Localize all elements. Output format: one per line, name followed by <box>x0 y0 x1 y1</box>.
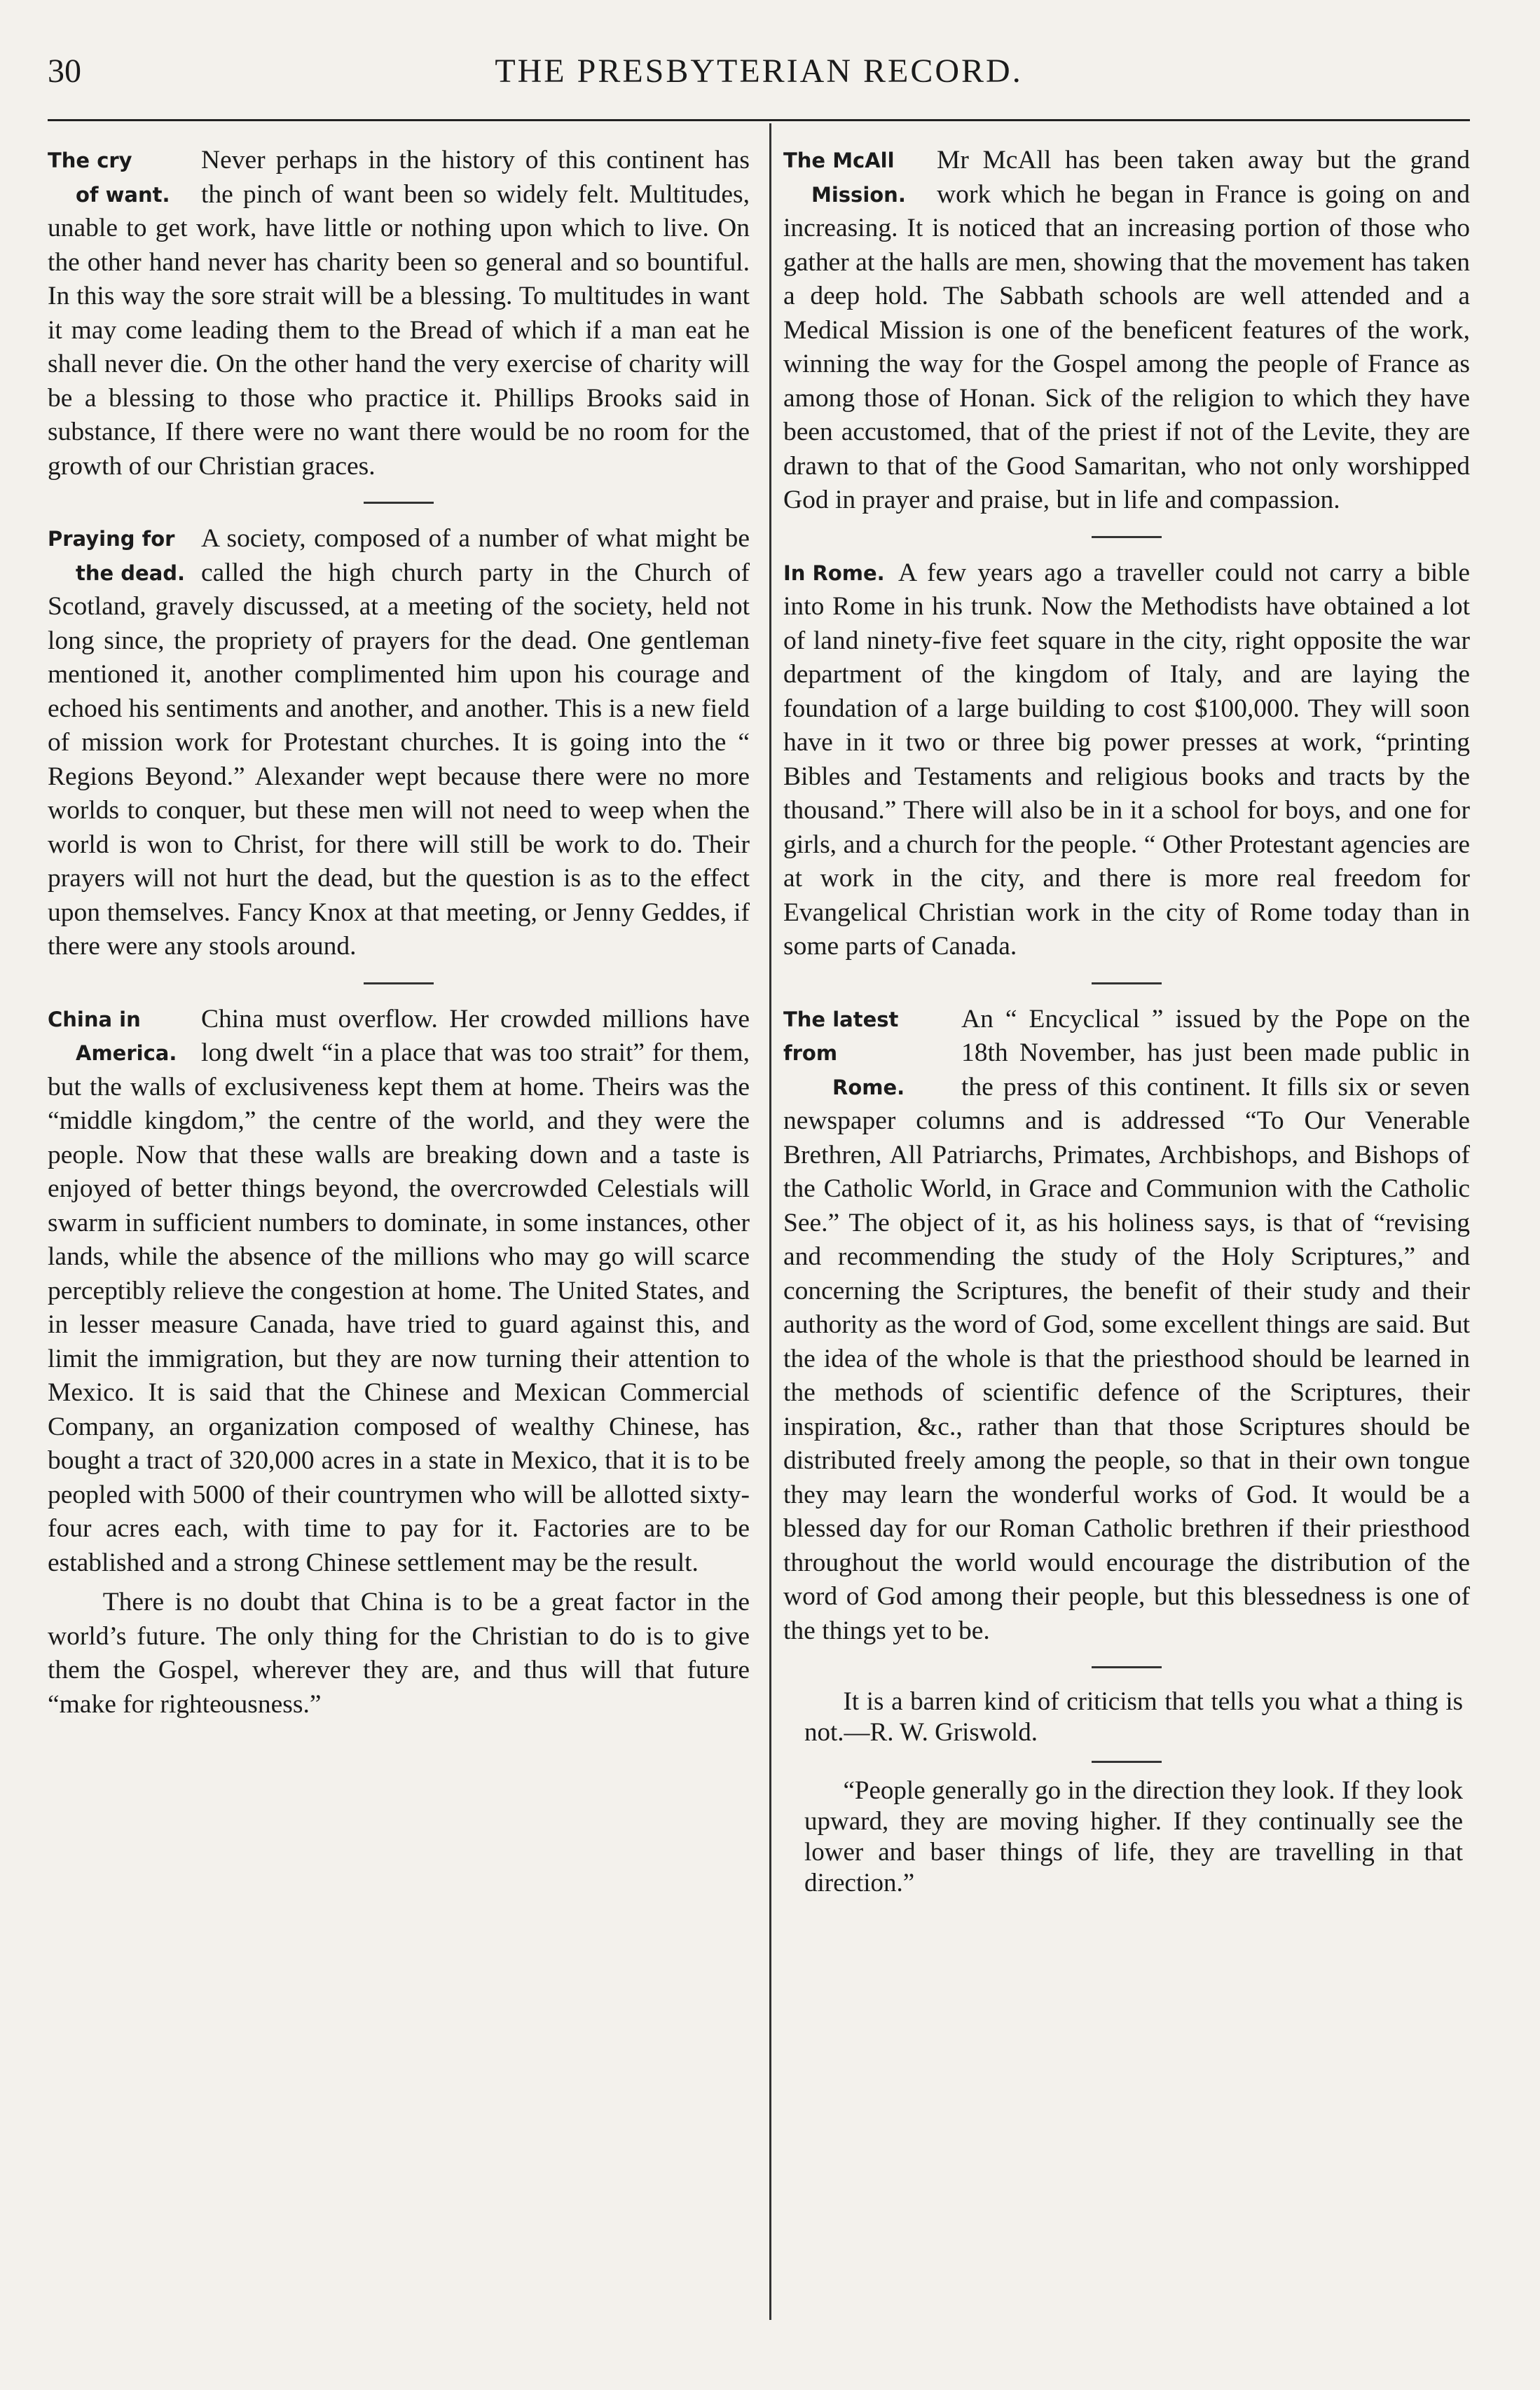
article-the-cry-of-want <box>48 144 750 483</box>
page-number: 30 <box>48 53 81 90</box>
article-separator <box>364 982 434 984</box>
column-divider <box>769 123 771 2320</box>
article-body: Never perhaps in the history of this continent has the pinch of want been so widely felt. Multitudes, unable to get work, have little or nothing upon which to live. On the other hand never has charity been so general and so bountiful. In this way the sore strait will be a blessing. To multitudes in want it may come leading them to the Bread of which if a man eat he shall never die. On the other hand the very exercise of charity will be a blessing to those who practice it. Phillips Brooks said in substance, If there were no want there would be no room for the growth of our Christian graces. <box>48 146 750 481</box>
heading-line: The McAll <box>783 149 895 172</box>
article-heading <box>783 144 927 212</box>
article-separator <box>1092 982 1162 984</box>
article-latest-from-rome <box>783 1003 1470 1649</box>
article-body: A society, composed of a number of what might be called the high church party in the Church of Scotland, gravely discussed, at a meeting of the society, held not long since, the propriety of prayers for the dead. One gentleman mentioned it, another complimented him upon his courage and echoed his sentiments and another, and another. This is a new field of mission work for Protestant churches. It is going into the “ Regions Beyond.” Alexander wept because there were no more worlds to conquer, but these men will not need to weep when the world is won to Christ, for there will still be work to do. Their prayers will not hurt the dead, but the question is as to the effect upon themselves. Fancy Knox at that meeting, or Jenny Geddes, if there were any stools around. <box>48 524 750 961</box>
heading-line: The cry <box>48 149 132 172</box>
heading-line: The latest from <box>783 1007 899 1065</box>
right-column <box>783 144 1470 1899</box>
article-heading <box>48 522 191 590</box>
left-column <box>48 144 750 1722</box>
heading-line: of want. <box>76 182 170 207</box>
article-body: A few years ago a traveller could not carry a bible into Rome in his trunk. Now the Methodists have obtained a lot of land ninety-five feet square in the city, right opposite the war department of the kingdom of Italy, and are laying the foundation of a large building to cost $100,000. They will soon have in it two or three big power presses at work, “printing Bibles and Testaments and religious books and tracts by the thousand.” There will also be in it a school for boys, and one for girls, and a church for the people. “ Other Protestant agencies are at work in the city, and there is more real freedom for Evangelical Christian work in the city of Rome today than in some parts of Canada. <box>783 558 1470 961</box>
heading-line: In Rome. <box>783 561 885 585</box>
quote-separator <box>1092 1761 1162 1763</box>
article-heading <box>783 556 888 591</box>
heading-line: Mission. <box>811 182 906 207</box>
heading-line: Rome. <box>832 1075 905 1099</box>
heading-line: Praying for <box>48 527 175 551</box>
article-mcall-mission <box>783 144 1470 518</box>
article-body-paragraph: There is no doubt that China is to be a great factor in the world’s future. The only thing for the Christian to do is to give them the Gospel, wherever they are, and thus will that future “make for righteousness.” <box>48 1588 750 1719</box>
header-rule <box>48 119 1470 121</box>
article-separator <box>1092 536 1162 538</box>
article-body: China must overflow. Her crowded millions have long dwelt “in a place that was too strait” for them, but the walls of exclusiveness kept them at home. Theirs was the “middle kingdom,” the centre of the world, and they were the people. Now that these walls are breaking down and a taste is enjoyed of better things beyond, the overcrowded Celestials will swarm in sufficient numbers to dominate, in some instances, other lands, while the absence of the millions who may go will scarce perceptibly relieve the congestion at home. The United States, and in lesser measure Canada, have tried to guard against this, and limit the immigration, but they are now turning their attention to Mexico. It is said that the Chinese and Mexican Commercial Company, an organization composed of wealthy Chinese, has bought a tract of 320,000 acres in a state in Mexico, that it is to be peopled with 5000 of their countrymen who will be allotted sixty-four acres each, with time to pay for it. Factories are to be established and a strong Chinese settlement may be the result. <box>48 1004 750 1577</box>
article-body: Mr McAll has been taken away but the grand work which he began in France is going on and increasing. It is noticed that an increasing portion of those who gather at the halls are men, showing that the movement has taken a deep hold. The Sabbath schools are well attended and a Medical Mission is one of the beneficent features of the work, winning the way for the Gospel among the people of France as among those of Honan. Sick of the religion to which they have been accustomed, that of the priest if not of the Levite, they are drawn to that of the Good Samaritan, who not only worshipped God in prayer and praise, but in life and compassion. <box>783 146 1470 514</box>
article-praying-for-the-dead <box>48 522 750 964</box>
heading-line: China in <box>48 1007 141 1031</box>
article-body: An “ Encyclical ” issued by the Pope on the 18th November, has just been made public in the press of this continent. It fills six or seven newspaper columns and is addressed “To Our Venerable Brethren, All Patriarchs, Primates, Archbishops, and Bishops of the Catholic World, in Grace and Communion with the Catholic See.” The object of it, as his holiness says, is that of “revising and recommending the study of the Holy Scriptures,” and concerning the Scriptures, the benefit of their study and their authority as the word of God, some excellent things are said. But the idea of the whole is that the priesthood should be learned in the methods of scientific defence of the Scriptures, their inspiration, &c., rather than that those Scriptures should be distributed freely among the people, so that in their own tongue they may learn the wonderful works of God. It would be a blessed day for our Roman Catholic brethren if their priesthood throughout the world would encourage the distribution of the word of God among their people, but this blessedness is one of the things yet to be. <box>783 1004 1470 1645</box>
article-heading <box>48 1003 191 1071</box>
article-heading <box>783 1003 951 1105</box>
article-separator <box>1092 1666 1162 1668</box>
heading-line: the dead. <box>76 561 186 585</box>
article-china-in-america <box>48 1003 750 1722</box>
article-heading <box>48 144 191 212</box>
quote-griswold: It is a barren kind of criticism that tells you what a thing is not.—R. W. Griswold. <box>804 1687 1463 1747</box>
article-separator <box>364 502 434 504</box>
heading-line: America. <box>76 1041 177 1065</box>
page-header <box>48 55 1470 104</box>
quote-direction: “People generally go in the direction they look. If they look upward, they are moving higher. If they continually see the lower and baser things of life, they are travelling in that direction.” <box>804 1776 1463 1897</box>
article-in-rome <box>783 556 1470 964</box>
journal-title: THE PRESBYTERIAN RECORD. <box>495 53 1023 90</box>
